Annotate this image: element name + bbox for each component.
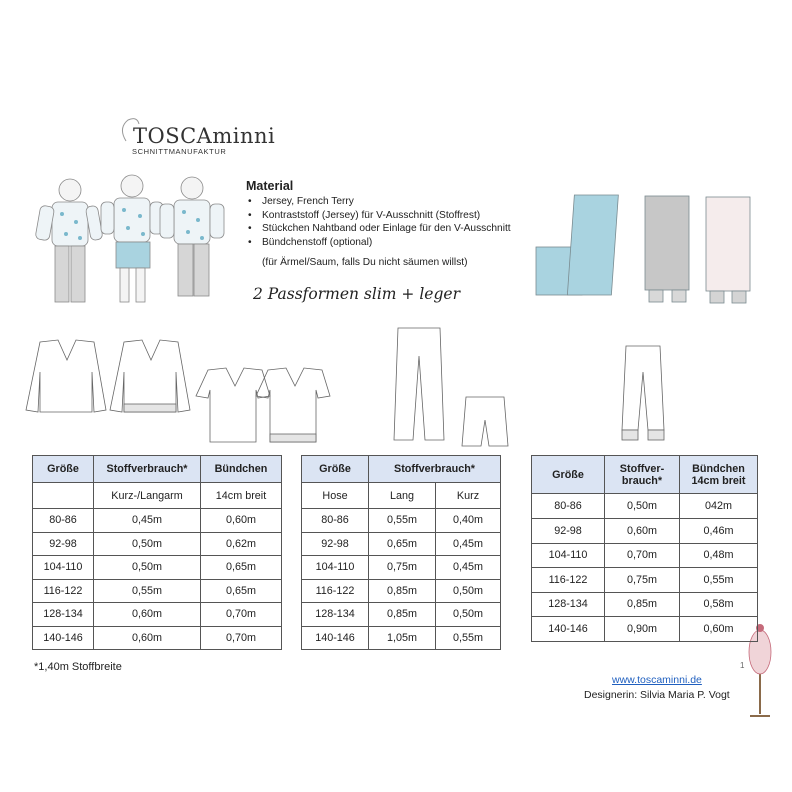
table-subheader: Lang [369, 483, 436, 509]
table-header: Stoffver- brauch* [605, 456, 680, 494]
table-cell: 0,85m [605, 592, 680, 617]
table-cell: 104-110 [33, 556, 94, 580]
table-cell: 0,75m [369, 556, 436, 580]
table-cell: 104-110 [302, 556, 369, 580]
table-cell: 0,65m [201, 556, 282, 580]
table-row [33, 532, 282, 556]
material-item: • Bündchenstoff (optional) [246, 236, 511, 250]
brand-logo: TOSCAminni [133, 124, 276, 148]
table-row [302, 532, 501, 556]
table-cell: 92-98 [532, 519, 605, 544]
table-cell: 0,75m [605, 568, 680, 593]
table-cell: 128-134 [532, 592, 605, 617]
table-header: Größe [33, 456, 94, 483]
material-item: • Jersey, French Terry [246, 195, 511, 209]
fabric-width-footnote: *1,40m Stoffbreite [34, 661, 122, 673]
table-cell: 042m [680, 494, 758, 519]
table-row [33, 509, 282, 533]
table-cell: 0,45m [436, 532, 501, 556]
table-subheader [33, 483, 94, 509]
table-cell: 0,60m [605, 519, 680, 544]
table-row [33, 579, 282, 603]
shirt-size-table [32, 455, 282, 650]
table-cell: 0,50m [436, 579, 501, 603]
table-row [33, 603, 282, 627]
pants-illustration [536, 195, 750, 303]
table-cell: 116-122 [302, 579, 369, 603]
brand-tagline: SCHNITTMANUFAKTUR [132, 147, 227, 156]
table-subheader: Kurz-/Langarm [94, 483, 201, 509]
table-cell: 0,85m [369, 579, 436, 603]
table-cell: 0,60m [94, 603, 201, 627]
table-cell: 0,55m [680, 568, 758, 593]
table-row [302, 556, 501, 580]
table-cell: 0,60m [94, 626, 201, 650]
table-cell: 104-110 [532, 543, 605, 568]
table-row [33, 556, 282, 580]
table-cell: 1,05m [369, 626, 436, 650]
table-cell: 140-146 [33, 626, 94, 650]
table-header: Bündchen 14cm breit [680, 456, 758, 494]
table-cell: 80-86 [302, 509, 369, 533]
table-cell: 92-98 [33, 532, 94, 556]
table-row [532, 592, 758, 617]
table-row [532, 494, 758, 519]
cuff-pants-size-table [531, 455, 758, 642]
designer-credit: Designerin: Silvia Maria P. Vogt [584, 689, 730, 701]
table-cell: 116-122 [33, 579, 94, 603]
table-cell: 0,50m [94, 556, 201, 580]
table-header: Stoffverbrauch* [369, 456, 501, 483]
material-heading: Material [246, 179, 294, 193]
material-note: (für Ärmel/Saum, falls Du nicht säumen willst) [262, 257, 468, 268]
table-header: Bündchen [201, 456, 282, 483]
page-number: 1 [740, 661, 745, 670]
table-subheader: Kurz [436, 483, 501, 509]
kids-illustration [35, 175, 224, 302]
table-cell: 0,70m [605, 543, 680, 568]
table-cell: 0,45m [436, 556, 501, 580]
table-cell: 128-134 [302, 603, 369, 627]
table-header: Größe [532, 456, 605, 494]
table-subheader: 14cm breit [201, 483, 282, 509]
material-item: • Kontraststoff (Jersey) für V-Ausschnitt (Stoffrest) [246, 209, 511, 223]
material-item: • Stückchen Nahtband oder Einlage für den V-Ausschnitt [246, 222, 511, 236]
table-cell: 0,40m [436, 509, 501, 533]
table-subheader: Hose [302, 483, 369, 509]
table-cell: 0,50m [94, 532, 201, 556]
table-header: Größe [302, 456, 369, 483]
table-cell: 0,90m [605, 617, 680, 642]
table-cell: 0,60m [680, 617, 758, 642]
table-cell: 0,55m [94, 579, 201, 603]
table-cell: 0,46m [680, 519, 758, 544]
table-row [302, 626, 501, 650]
table-cell: 0,55m [369, 509, 436, 533]
table-row [302, 603, 501, 627]
table-row [532, 543, 758, 568]
table-cell: 92-98 [302, 532, 369, 556]
table-cell: 128-134 [33, 603, 94, 627]
pants-size-table [301, 455, 501, 650]
table-cell: 0,58m [680, 592, 758, 617]
table-row [33, 626, 282, 650]
table-cell: 0,65m [369, 532, 436, 556]
table-cell: 0,50m [436, 603, 501, 627]
table-cell: 0,60m [201, 509, 282, 533]
pants-line-drawings [394, 328, 664, 446]
website-link[interactable]: www.toscaminni.de [612, 674, 702, 686]
table-cell: 140-146 [532, 617, 605, 642]
table-cell: 0,65m [201, 579, 282, 603]
table-cell: 0,45m [94, 509, 201, 533]
table-row [532, 617, 758, 642]
table-cell: 0,70m [201, 603, 282, 627]
table-cell: 0,48m [680, 543, 758, 568]
table-cell: 0,62m [201, 532, 282, 556]
table-row [532, 519, 758, 544]
table-cell: 80-86 [33, 509, 94, 533]
table-row [302, 509, 501, 533]
material-list [246, 195, 511, 249]
table-cell: 0,50m [605, 494, 680, 519]
table-cell: 0,70m [201, 626, 282, 650]
shirt-line-drawings [26, 340, 330, 442]
table-row [532, 568, 758, 593]
table-cell: 116-122 [532, 568, 605, 593]
table-header: Stoffverbrauch* [94, 456, 201, 483]
table-cell: 0,85m [369, 603, 436, 627]
fits-heading: 2 Passformen slim + leger [253, 285, 460, 303]
table-cell: 0,55m [436, 626, 501, 650]
table-cell: 80-86 [532, 494, 605, 519]
table-row [302, 579, 501, 603]
table-cell: 140-146 [302, 626, 369, 650]
